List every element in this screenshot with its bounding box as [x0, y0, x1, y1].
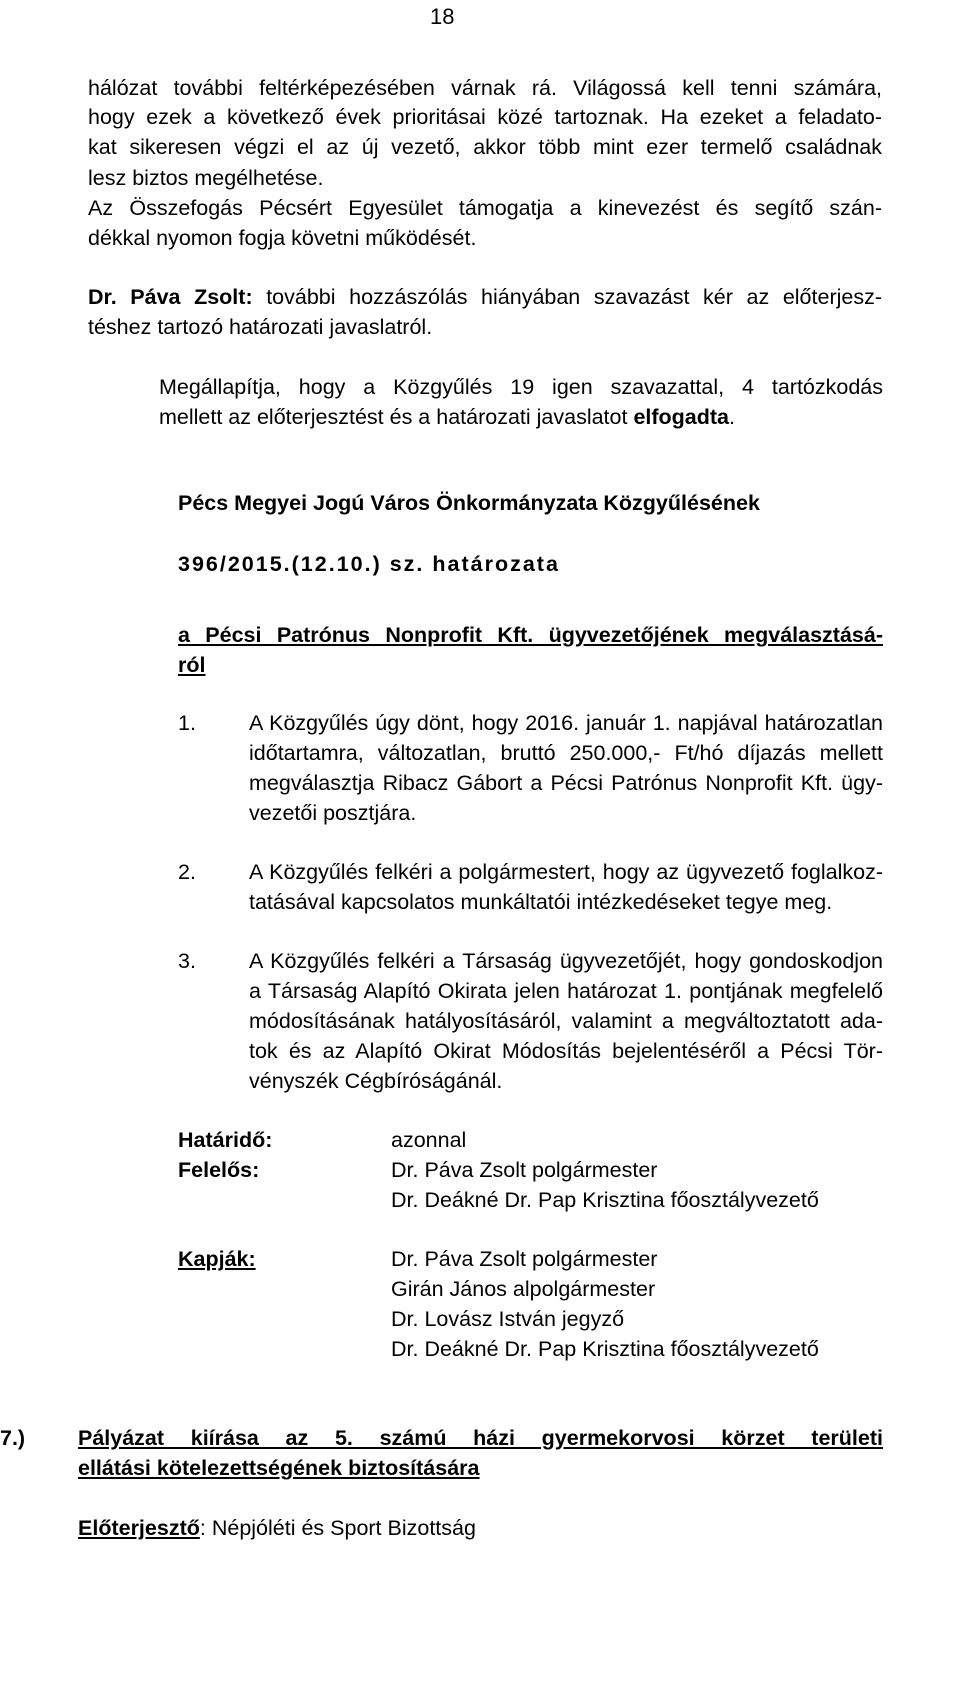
- resolution-subject-2: ról: [178, 653, 206, 677]
- vote-line-1: Megállapítja, hogy a Közgyűlés 19 igen szavazattal, 4 tartózkodás: [159, 375, 883, 399]
- section-7-number: 7.): [0, 1426, 26, 1450]
- intro-line-4: lesz biztos megélhetése.: [88, 166, 324, 190]
- item-3-number: 3.: [178, 949, 196, 973]
- section-7-title-2: ellátási kötelezettségének biztosítására: [78, 1456, 480, 1480]
- item-1-line-3: megválasztja Ribacz Gábort a Pécsi Patrónus Nonprofit Kft. ügy-: [249, 771, 883, 795]
- intro-line-3: kat sikeresen végzi el az új vezető, akkor több mint ezer termelő családnak: [88, 135, 882, 159]
- recipient-2: Girán János alpolgármester: [391, 1277, 656, 1301]
- presenter-label: Előterjesztő: [78, 1516, 200, 1540]
- vote-text: mellett az előterjesztést és a határozati javaslatot: [159, 405, 634, 429]
- item-1-line-2: időtartamra, változatlan, bruttó 250.000,- Ft/hó díjazás mellett: [249, 741, 883, 765]
- page-number: 18: [430, 4, 455, 29]
- deadline-label: Határidő:: [178, 1128, 273, 1152]
- item-2-number: 2.: [178, 860, 196, 884]
- speaker-line-1: [88, 284, 882, 310]
- item-2-line-1: A Közgyűlés felkéri a polgármestert, hogy az ügyvezető foglalkoz-: [249, 860, 883, 884]
- section-7-title-1: Pályázat kiírása az 5. számú házi gyermekorvosi körzet területi: [78, 1426, 883, 1450]
- intro-line-6: dékkal nyomon fogja követni működését.: [88, 226, 477, 250]
- item-3-line-1: A Közgyűlés felkéri a Társaság ügyvezetőjét, hogy gondoskodjon: [249, 949, 883, 973]
- responsible-label: Felelős:: [178, 1158, 260, 1182]
- speaker-line-2: téshez tartozó határozati javaslatról.: [88, 315, 433, 339]
- vote-result: elfogadta: [633, 405, 730, 429]
- resolution-body: Pécs Megyei Jogú Város Önkormányzata Közgyűlésének: [178, 491, 760, 515]
- item-3-line-2: a Társaság Alapító Okirata jelen határozat 1. pontjának megfelelő: [249, 979, 883, 1003]
- deadline-value: azonnal: [391, 1128, 467, 1152]
- recipients-label: Kapják:: [178, 1247, 256, 1271]
- item-1-line-4: vezetői posztjára.: [249, 801, 417, 825]
- recipient-4: Dr. Deákné Dr. Pap Krisztina főosztályvezető: [391, 1337, 819, 1361]
- item-1-line-1: A Közgyűlés úgy dönt, hogy 2016. január 1. napjával határozatlan: [249, 711, 883, 735]
- item-3-line-3: módosításának hatályosításáról, valamint a megváltoztatott ada-: [249, 1009, 883, 1033]
- recipient-1: Dr. Páva Zsolt polgármester: [391, 1247, 658, 1271]
- responsible-2: Dr. Deákné Dr. Pap Krisztina főosztályvezető: [391, 1188, 819, 1212]
- item-2-line-2: tatásával kapcsolatos munkáltatói intézkedéseket tegye meg.: [249, 890, 833, 914]
- responsible-1: Dr. Páva Zsolt polgármester: [391, 1158, 658, 1182]
- intro-line-2: hogy ezek a következő évek prioritásai közé tartoznak. Ha ezeket a feladato-: [88, 105, 882, 129]
- vote-line-2: [159, 404, 735, 430]
- speaker-text-1: további hozzászólás hiányában szavazást kér az előterjesz-: [252, 285, 883, 309]
- resolution-number: 396/2015.(12.10.) sz. határozata: [178, 552, 560, 576]
- item-3-line-5: vényszék Cégbíróságánál.: [249, 1069, 503, 1093]
- vote-end: .: [729, 405, 735, 429]
- presenter-colon: :: [199, 1516, 206, 1540]
- speaker-name: Dr. Páva Zsolt:: [88, 285, 253, 309]
- presenter-value: Népjóléti és Sport Bizottság: [205, 1516, 476, 1540]
- recipient-3: Dr. Lovász István jegyző: [391, 1307, 625, 1331]
- intro-line-1: hálózat további feltérképezésében várnak rá. Világossá kell tenni számára,: [88, 76, 882, 100]
- section-7-presenter: [78, 1515, 476, 1541]
- intro-line-5: Az Összefogás Pécsért Egyesület támogatja a kinevezést és segítő szán-: [88, 196, 882, 220]
- resolution-subject-1: a Pécsi Patrónus Nonprofit Kft. ügyvezetőjének megválasztásá-: [178, 623, 883, 647]
- item-1-number: 1.: [178, 711, 196, 735]
- item-3-line-4: tok és az Alapító Okirat Módosítás bejelentéséről a Pécsi Tör-: [249, 1039, 883, 1063]
